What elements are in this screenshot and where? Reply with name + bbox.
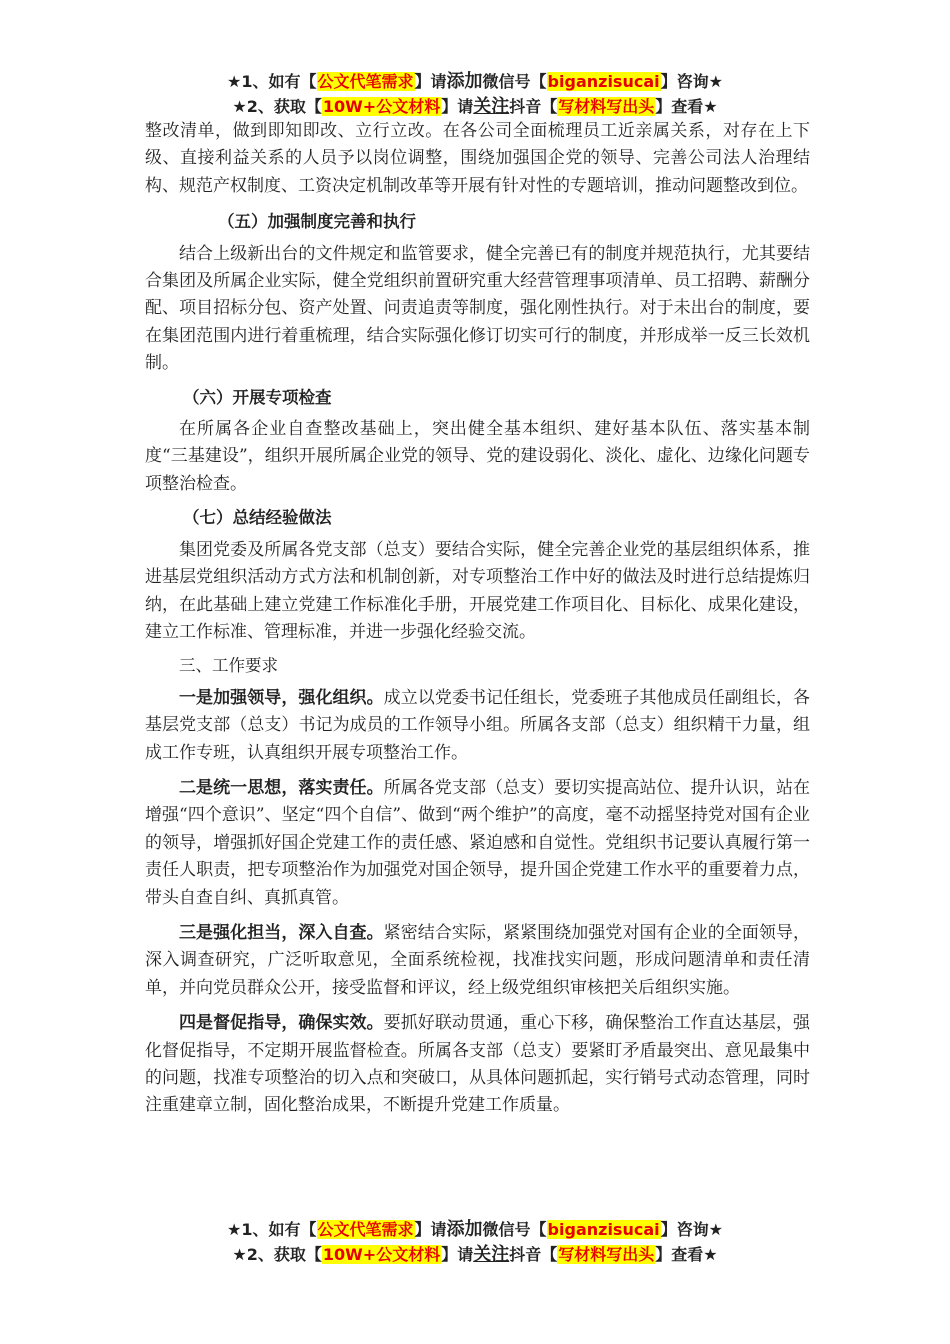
requirement-1-text: 成立以党委书记任组长，党委班子其他成员任副组长，各基层党支部（总支）书记为成员的工作领导小组。所属各支部（总支）组织精干力量，组成工作专班，认真组织开展专项整治工作。 xyxy=(145,687,811,763)
paragraph-section-5: 结合上级新出台的文件规定和监管要求，健全完善已有的制度并规范执行，尤其要结合集团及所属企业实际，健全党组织前置研究重大经营管理事项清单、员工招聘、薪酬分配、项目招标分包、资产处置、问责追责等制度，强化刚性执行。对于未出台的制度，要在集团范围内进行着重梳理，结合实际强化修订切实可行的制度，并形成举一反三长效机制。 xyxy=(145,243,810,374)
document-body xyxy=(145,118,810,1120)
highlight-wechat-id: biganzisucai xyxy=(547,1220,660,1239)
top-banner xyxy=(0,70,950,120)
highlight-douyin-account: 写材料写出头 xyxy=(558,1245,655,1264)
banner-text: 抖音【 xyxy=(509,1245,558,1264)
highlight-douyin-account: 写材料写出头 xyxy=(558,97,655,116)
banner-text: 】咨询★ xyxy=(660,1220,723,1239)
requirement-3-lead: 三是强化担当，深入自查。 xyxy=(179,922,384,943)
bottom-banner xyxy=(0,1218,950,1268)
banner-line-2 xyxy=(0,95,950,120)
requirement-2-lead: 二是统一思想，落实责任。 xyxy=(179,777,384,798)
banner-text: 微信号【 xyxy=(482,1220,547,1239)
requirement-1-lead: 一是加强领导，强化组织。 xyxy=(179,687,384,708)
section-heading-5: （五）加强制度完善和执行 xyxy=(218,212,416,232)
banner-text: ★2、获取【 xyxy=(232,97,322,116)
banner-text: ★2、获取【 xyxy=(232,1245,322,1264)
banner-text: 】请 xyxy=(414,72,447,91)
highlight-materials: 10W+公文材料 xyxy=(322,97,441,116)
banner-text: 】请 xyxy=(441,97,474,116)
banner-line-1 xyxy=(0,70,950,95)
banner-text: ★1、如有【 xyxy=(227,1220,317,1239)
banner-text: 微信号【 xyxy=(482,72,547,91)
requirement-1 xyxy=(145,685,810,767)
requirement-4-text: 要抓好联动贯通，重心下移，确保整治工作直达基层，强化督促指导，不定期开展监督检查。所属各支部（总支）要紧盯矛盾最突出、意见最集中的问题，找准专项整治的切入点和突破口，从具体问题抓起，实行销号式动态管理，同时注重建章立制，固化整治成果，不断提升党建工作质量。 xyxy=(145,1013,811,1116)
requirement-2-text: 所属各党支部（总支）要切实提高站位、提升认识，站在增强“四个意识”、坚定“四个自信”、做到“两个维护”的高度，毫不动摇坚持党对国有企业的领导，增强抓好国企党建工作的责任感、紧迫感和自觉性。党组织书记要认真履行第一责任人职责，把专项整治作为加强党对国企领导，提升国企党建工作水平的重要着力点，带头自查自纠、真抓真管。 xyxy=(145,777,811,908)
banner-line-1 xyxy=(0,1218,950,1243)
section-heading-7: （七）总结经验做法 xyxy=(183,508,332,528)
paragraph-section-7: 集团党委及所属各党支部（总支）要结合实际，健全完善企业党的基层组织体系，推进基层党组织活动方式方法和机制创新，对专项整治工作中好的做法及时进行总结提炼归纳，在此基础上建立党建工作标准化手册，开展党建工作项目化、目标化、成果化建设，建立工作标准、管理标准，并进一步强化经验交流。 xyxy=(145,539,810,642)
section-heading-6: （六）开展专项检查 xyxy=(183,387,332,407)
banner-text: ★1、如有【 xyxy=(227,72,317,91)
highlight-service: 公文代笔需求 xyxy=(317,1220,414,1239)
highlight-materials: 10W+公文材料 xyxy=(322,1245,441,1264)
requirement-3-text: 紧密结合实际，紧紧围绕加强党对国有企业的全面领导，深入调查研究，广泛听取意见，全面系统检视，找准找实问题，形成问题清单和责任清单，并向党员群众公开，接受监督和评议，经上级党组织审核把关后组织实施。 xyxy=(145,922,811,998)
highlight-service: 公文代笔需求 xyxy=(317,72,414,91)
section-heading-requirements: 三、工作要求 xyxy=(179,656,278,676)
banner-emphasis: 添加 xyxy=(446,1219,483,1240)
highlight-wechat-id: biganzisucai xyxy=(547,72,660,91)
banner-text: 】请 xyxy=(414,1220,447,1239)
paragraph-section-6: 在所属各企业自查整改基础上，突出健全基本组织、建好基本队伍、落实基本制度“三基建设”，组织开展所属企业党的领导、党的建设弱化、淡化、虚化、边缘化问题专项整治检查。 xyxy=(145,419,810,494)
banner-text: 】查看★ xyxy=(655,1245,718,1264)
banner-line-2 xyxy=(0,1243,950,1268)
requirement-3 xyxy=(145,920,810,1002)
paragraph-intro: 整改清单，做到即知即改、立行立改。在各公司全面梳理员工近亲属关系，对存在上下级、直接利益关系的人员予以岗位调整，围绕加强国企党的领导、完善公司法人治理结构、规范产权制度、工资决定机制改革等开展有针对性的专题培训，推动问题整改到位。 xyxy=(145,121,810,196)
requirement-4-lead: 四是督促指导，确保实效。 xyxy=(179,1013,384,1034)
requirement-4 xyxy=(145,1010,810,1120)
banner-text: 抖音【 xyxy=(509,97,558,116)
banner-text: 】咨询★ xyxy=(660,72,723,91)
requirement-2 xyxy=(145,775,810,912)
banner-text: 】查看★ xyxy=(655,97,718,116)
banner-emphasis: 添加 xyxy=(446,71,483,92)
banner-text: 】请 xyxy=(441,1245,474,1264)
banner-emphasis: 关注 xyxy=(473,1244,510,1265)
banner-emphasis: 关注 xyxy=(473,96,510,117)
